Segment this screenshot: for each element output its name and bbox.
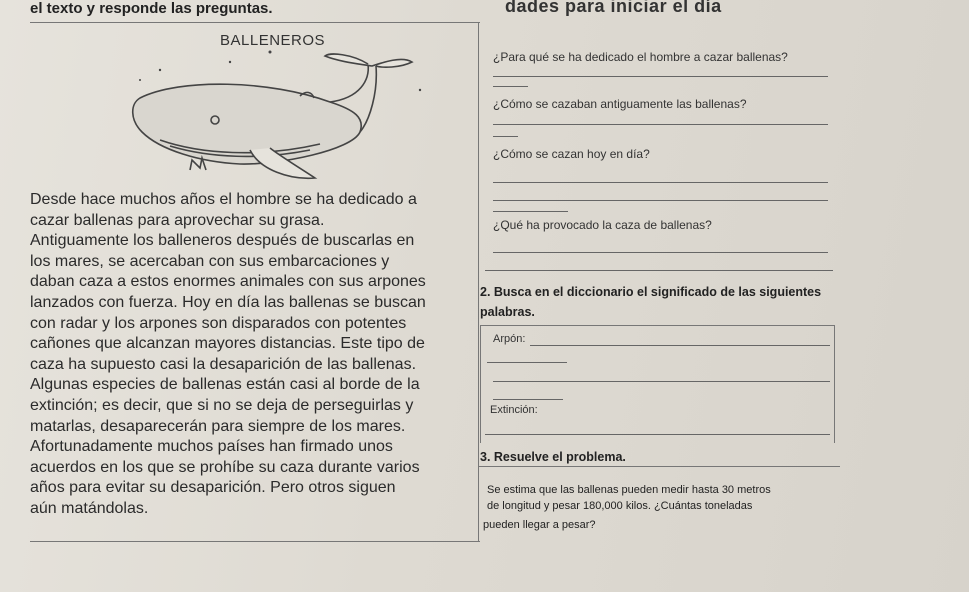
passage-line: matarlas, desaparecerán para siempre de los mares. bbox=[30, 417, 406, 435]
answer-line[interactable] bbox=[485, 270, 833, 271]
passage-line: acuerdos en los que se prohíbe su caza durante varios bbox=[30, 458, 420, 476]
frame-top-left bbox=[30, 22, 480, 23]
answer-line[interactable] bbox=[493, 381, 830, 382]
answer-line[interactable] bbox=[493, 124, 828, 125]
answer-line[interactable] bbox=[485, 434, 830, 435]
word-arpon: Arpón: bbox=[493, 333, 526, 345]
answer-line[interactable] bbox=[493, 76, 828, 77]
question-2: ¿Cómo se cazaban antiguamente las ballenas? bbox=[493, 97, 747, 111]
answer-line[interactable] bbox=[530, 345, 830, 346]
frame-bottom-left bbox=[30, 541, 480, 542]
passage-line: Afortunadamente muchos países han firmado unos bbox=[30, 438, 393, 456]
passage-line: con radar y los arpones son disparados con potentes bbox=[30, 314, 407, 332]
passage-line: los mares, se acercaban con sus embarcaciones y bbox=[30, 252, 390, 270]
answer-line[interactable] bbox=[493, 86, 528, 87]
passage-line: Desde hace muchos años el hombre se ha dedicado a bbox=[30, 191, 417, 208]
section-2-title: 2. Busca en el diccionario el significado de las siguientes bbox=[480, 285, 822, 299]
word-extincion: Extinción: bbox=[490, 404, 538, 416]
question-1: ¿Para qué se ha dedicado el hombre a cazar ballenas? bbox=[493, 50, 788, 64]
answer-line[interactable] bbox=[493, 136, 518, 137]
passage-line: aún matándolas. bbox=[30, 499, 149, 517]
definitions-box-right bbox=[834, 325, 835, 443]
passage-line: Antiguamente los balleneros después de buscarlas en bbox=[30, 232, 415, 250]
whale-illustration bbox=[120, 40, 480, 190]
passage-line: cañones que alcanzan mayores distancias. Este tipo de bbox=[30, 335, 425, 353]
instruction-heading: el texto y responde las preguntas. bbox=[30, 0, 273, 17]
answer-line[interactable] bbox=[493, 252, 828, 253]
problem-line: pueden llegar a pesar? bbox=[483, 519, 596, 531]
reading-passage bbox=[30, 190, 470, 520]
section-2-title-cont: palabras. bbox=[480, 305, 535, 319]
page-header-fragment: dades para iniciar el día bbox=[505, 0, 722, 16]
passage-line: años para evitar su desaparición. Pero otros siguen bbox=[30, 479, 396, 497]
answer-line[interactable] bbox=[493, 211, 568, 212]
section-3-title: 3. Resuelve el problema. bbox=[480, 450, 626, 464]
definitions-box-left bbox=[480, 325, 481, 443]
passage-line: cazar ballenas para aprovechar su grasa. bbox=[30, 211, 325, 229]
answer-line[interactable] bbox=[487, 362, 567, 363]
whale-illustration-title: BALLENEROS bbox=[220, 32, 326, 49]
passage-line: caza ha supuesto casi la desaparición de las ballenas. bbox=[30, 355, 417, 373]
problem-box-top bbox=[478, 466, 840, 467]
passage-line: Algunas especies de ballenas están casi al borde de la bbox=[30, 376, 420, 394]
question-4: ¿Qué ha provocado la caza de ballenas? bbox=[493, 218, 712, 232]
passage-line: lanzados con fuerza. Hoy en día las ballenas se buscan bbox=[30, 293, 426, 311]
answer-line[interactable] bbox=[493, 200, 828, 201]
passage-line: daban caza a estos enormes animales con sus arpones bbox=[30, 273, 426, 291]
problem-line: de longitud y pesar 180,000 kilos. ¿Cuántas toneladas bbox=[487, 500, 753, 512]
definitions-box-top bbox=[480, 325, 835, 326]
question-3: ¿Cómo se cazan hoy en día? bbox=[493, 147, 650, 161]
answer-line[interactable] bbox=[493, 399, 563, 400]
passage-line: extinción; es decir, que si no se deja de perseguirlas y bbox=[30, 396, 414, 414]
answer-line[interactable] bbox=[493, 182, 828, 183]
problem-line: Se estima que las ballenas pueden medir hasta 30 metros bbox=[487, 484, 771, 496]
